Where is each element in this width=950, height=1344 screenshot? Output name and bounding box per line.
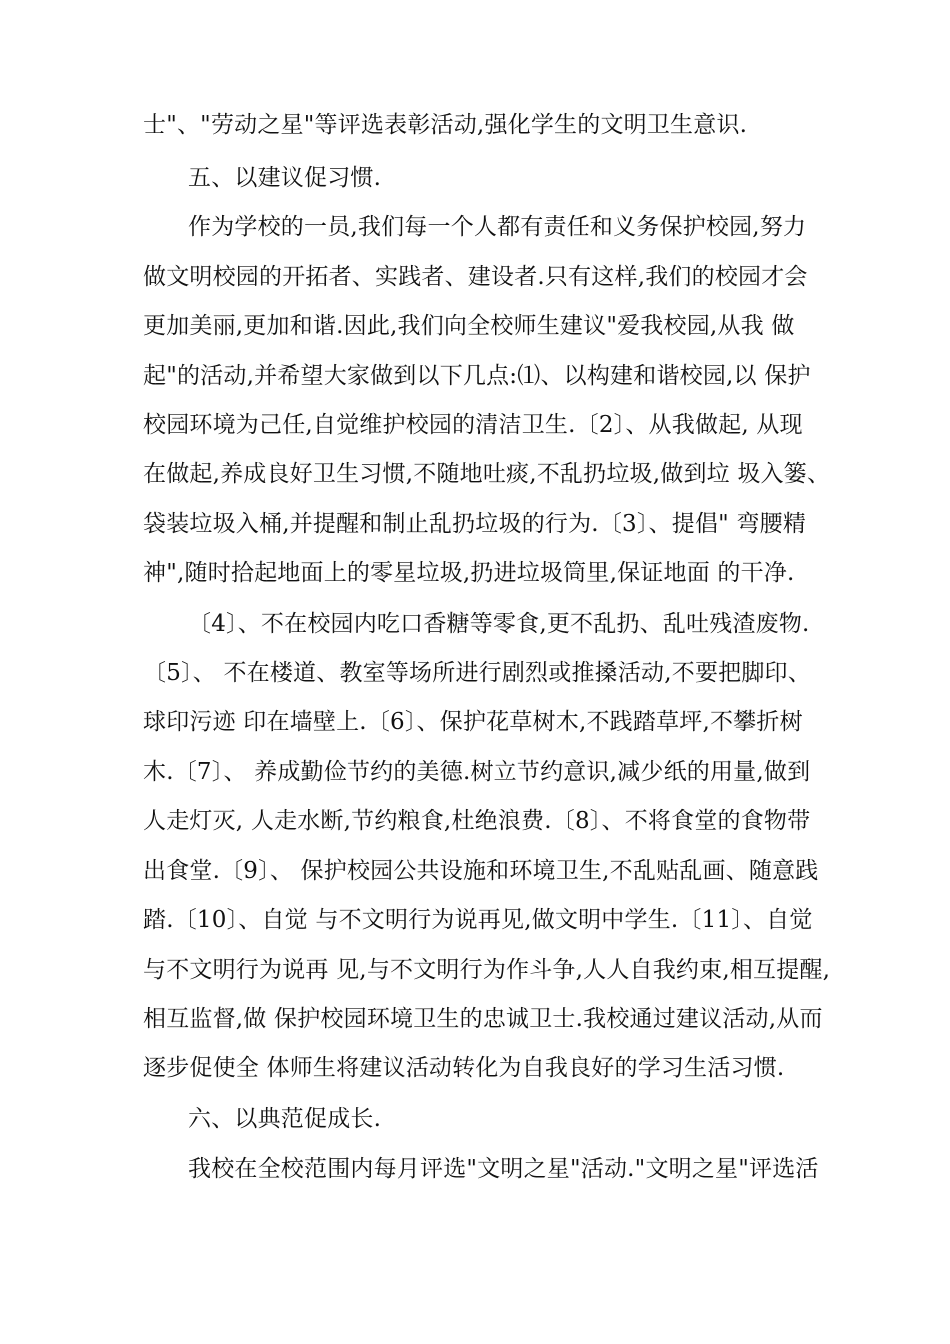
- section-heading: 五、以建议促习惯.: [188, 165, 382, 191]
- text-line: 〔4〕、不在校园内吃口香糖等零食,更不乱扔、乱吐残渣废物.: [188, 611, 810, 637]
- text-line: 球印污迹 印在墙壁上.〔6〕、保护花草树木,不践踏草坪,不攀折树: [143, 709, 803, 735]
- text-line: 我校在全校范围内每月评选"文明之星"活动."文明之星"评选活: [188, 1156, 819, 1182]
- text-line: 作为学校的一员,我们每一个人都有责任和义务保护校园,努力: [188, 214, 807, 240]
- text-line: 〔5〕、 不在楼道、教室等场所进行剧烈或推搡活动,不要把脚印、: [143, 660, 811, 686]
- text-line: 士"、"劳动之星"等评选表彰活动,强化学生的文明卫生意识.: [143, 112, 748, 138]
- text-line: 出食堂.〔9〕、 保护校园公共设施和环境卫生,不乱贴乱画、随意践: [143, 858, 819, 884]
- text-line: 人走灯灭, 人走水断,节约粮食,杜绝浪费.〔8〕、不将食堂的食物带: [143, 808, 811, 834]
- text-line: 起"的活动,并希望大家做到以下几点:⑴、以构建和谐校园,以 保护: [143, 363, 811, 389]
- text-line: 做文明校园的开拓者、实践者、建设者.只有这样,我们的校园才会: [143, 264, 808, 290]
- text-line: 在做起,养成良好卫生习惯,不随地吐痰,不乱扔垃圾,做到垃 圾入篓、: [143, 461, 831, 487]
- section-heading: 六、以典范促成长.: [188, 1106, 382, 1132]
- text-line: 更加美丽,更加和谐.因此,我们向全校师生建议"爱我校园,从我 做: [143, 313, 795, 339]
- text-line: 袋装垃圾入桶,并提醒和制止乱扔垃圾的行为.〔3〕、提倡" 弯腰精: [143, 511, 807, 537]
- text-line: 与不文明行为说再 见,与不文明行为作斗争,人人自我约束,相互提醒,: [143, 957, 831, 983]
- text-line: 木.〔7〕、 养成勤俭节约的美德.树立节约意识,减少纸的用量,做到: [143, 759, 811, 785]
- text-line: 相互监督,做 保护校园环境卫生的忠诚卫士.我校通过建议活动,从而: [143, 1006, 823, 1032]
- text-line: 踏.〔10〕、自觉 与不文明行为说再见,做文明中学生.〔11〕、自觉: [143, 907, 813, 933]
- text-line: 校园环境为己任,自觉维护校园的清洁卫生.〔2〕、从我做起, 从现: [143, 412, 803, 438]
- text-line: 神",随时拾起地面上的零星垃圾,扔进垃圾筒里,保证地面 的干净.: [143, 560, 795, 586]
- text-line: 逐步促使全 体师生将建议活动转化为自我良好的学习生活习惯.: [143, 1055, 785, 1081]
